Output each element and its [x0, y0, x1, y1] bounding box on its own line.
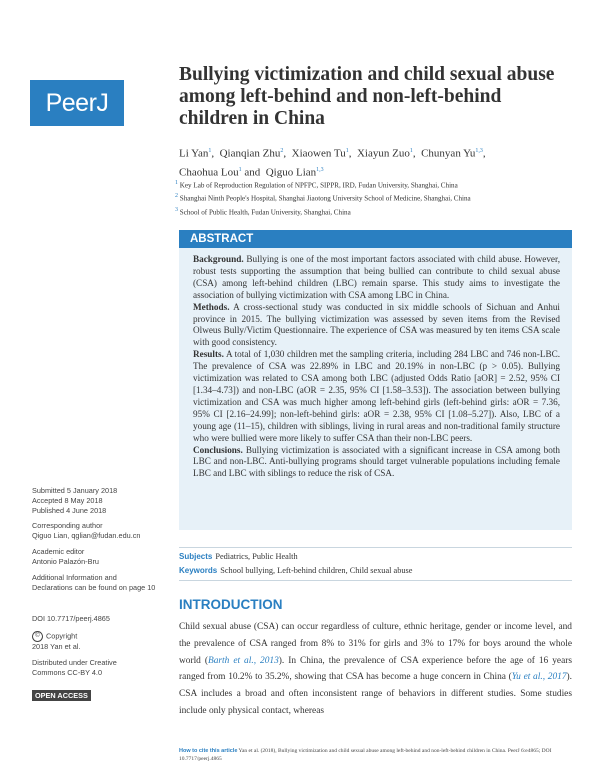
abstract-methods: Methods. A cross-sectional study was conducted in six middle schools of Sichuan and Anhui province in 2015. The bullying victimization was assessed by seven items from the Revised Olweus Bully/Victim Questionnaire. The experience of CSA was measured by ten items CSA scale with good consistency.: [193, 301, 560, 348]
author[interactable]: Chaohua Lou: [179, 166, 239, 179]
divider: [179, 547, 572, 548]
author[interactable]: Xiaowen Tu: [291, 147, 346, 160]
editor-block: Academic editor Antonio Palazón-Bru: [32, 547, 99, 566]
introduction-text: Child sexual abuse (CSA) can occur regardless of culture, ethnic heritage, gender or income level, and the prevalence of CSA ranged from 8% to 31% for girls and 3% to 17% for boys around the whole world (Barth et al., 2013). In China, the prevalence of CSA experience before the age of 16 years ranged from 10.2% to 35.2%, showing that CSA has become a huge concern in China (Yu et al., 2017). CSA includes a broad and often inconsistent range of behaviors in different studies. Some studies include only physical contact, whereas: [179, 622, 572, 716]
author-sup: 1,3: [316, 167, 324, 174]
author-list: Li Yan$^1$, Qianqian Zhu$^2$, Xiaowen Tu$^1$, Xiayun Zuo$^1$, Chunyan Yu$^{1,3}$, Chaohua Lou$^1$ and Qiguo Lian$^{1,3}$: [179, 147, 486, 179]
citation-link[interactable]: Barth et al., 2013: [207, 655, 279, 666]
affiliation-item: $^3$ School of Public Health, Fudan University, Shanghai, China: [175, 206, 351, 217]
author-sup: 1: [345, 148, 349, 154]
author[interactable]: Chunyan Yu: [421, 147, 476, 160]
corresponding-email[interactable]: Qiguo Lian, qglian@fudan.edu.cn: [32, 531, 141, 540]
abstract-conclusions: Conclusions. Bullying victimization is associated with a significant increase in CSA among both LBC and non-LBC. Anti-bullying programs should target vulnerable populations including female LBC and LBC with siblings to reduce the risk of CSA.: [193, 444, 560, 479]
abstract-background: Background. Bullying is one of the most important factors associated with child abuse. However, robust tests supporting the assumption that being bullied can contribute to child sexual abuse (CSA) among left-behind children (LBC) remain sparse. This study aims to investigate the association of bullying victimization with CSA among LBC in China.: [193, 254, 560, 300]
author-sup: 1: [238, 167, 242, 174]
keywords-line: Keywords School bullying, Left-behind children, Child sexual abuse: [179, 566, 413, 575]
submitted-date: Submitted 5 January 2018: [32, 486, 118, 495]
license-text[interactable]: Distributed under Creative Commons CC-BY 4.0: [32, 658, 117, 677]
how-to-cite: How to cite this article Yan et al. (2018), Bullying victimization and child sexual abuse among left-behind and non-left-behind children in China. PeerJ 6:e4865; DOI 10.7717/peerj.4865: [179, 748, 552, 762]
divider: [179, 580, 572, 581]
subjects-line: Subjects Pediatrics, Public Health: [179, 552, 298, 561]
dates-block: [32, 486, 117, 516]
author-sup: 1: [208, 148, 212, 154]
affiliation-item: $^1$ Key Lab of Reproduction Regulation of NPFPC, SIPPR, IRD, Fudan University, Shanghai, China: [175, 180, 458, 190]
affiliation-item: $^2$ Shanghai Ninth People's Hospital, Shanghai Jiaotong University School of Medicine, Shanghai, China: [175, 193, 471, 203]
abstract-heading: ABSTRACT: [179, 230, 572, 248]
citation-link[interactable]: Yu et al., 2017: [511, 672, 567, 683]
author-sup: 2: [280, 148, 284, 154]
author-sup: 1: [409, 148, 413, 154]
subjects-value[interactable]: Pediatrics, Public Health: [215, 552, 298, 561]
author[interactable]: Qianqian Zhu: [219, 147, 281, 160]
author[interactable]: Qiguo Lian: [265, 166, 317, 179]
introduction-heading: INTRODUCTION: [179, 597, 283, 612]
author-sup: 1,3: [475, 148, 483, 154]
author[interactable]: Li Yan: [179, 147, 209, 160]
paper-title: Bullying victimization and child sexual abuse among left-behind and non-left-behind children in China: [179, 64, 555, 129]
peerj-logo: PeerJ: [30, 80, 124, 126]
corresponding-block: Corresponding author Qiguo Lian, qglian@fudan.edu.cn: [32, 521, 141, 540]
affiliations: [175, 178, 555, 218]
doi[interactable]: DOI 10.7717/peerj.4865: [32, 614, 110, 623]
open-access-badge: OPEN ACCESS: [32, 690, 91, 701]
abstract-body: [179, 248, 572, 480]
additional-info[interactable]: Additional Information and Declarations can be found on page 10: [32, 573, 156, 592]
author[interactable]: Xiayun Zuo: [356, 147, 410, 160]
accepted-date: Accepted 8 May 2018: [32, 496, 103, 505]
abstract-box: [179, 230, 572, 530]
published-date: Published 4 June 2018: [32, 506, 107, 515]
abstract-results: Results. A total of 1,030 children met the sampling criteria, including 284 LBC and 746 non-LBC. The prevalence of CSA was 22.89% in LBC and 20.19% in non-LBC (p > 0.05). Bullying victimization was related to CSA among both LBC (adjusted Odds Ratio [aOR] = 2.52, 95% CI [1.34–4.73]) and non-LBC (aOR = 2.35, 95% CI [1.58–3.53]). The association between bullying victimization and CSA was much higher among left-behind girls (left-behind girls: aOR = 7.36, 95% CI [2.16–24.99]; non-left-behind girls: aOR = 2.38, 95% CI [1.08–5.27]). Also, LBC of a young age (11–15), children with siblings, living in rural areas and non-traditional family structure who were bullied were more likely to suffer CSA than their non-LBC peers.: [193, 349, 560, 443]
copyright-block: © Copyright 2018 Yan et al.: [32, 631, 81, 651]
copyright-icon: ©: [32, 631, 43, 642]
keywords-value[interactable]: School bullying, Left-behind children, Child sexual abuse: [220, 566, 413, 575]
